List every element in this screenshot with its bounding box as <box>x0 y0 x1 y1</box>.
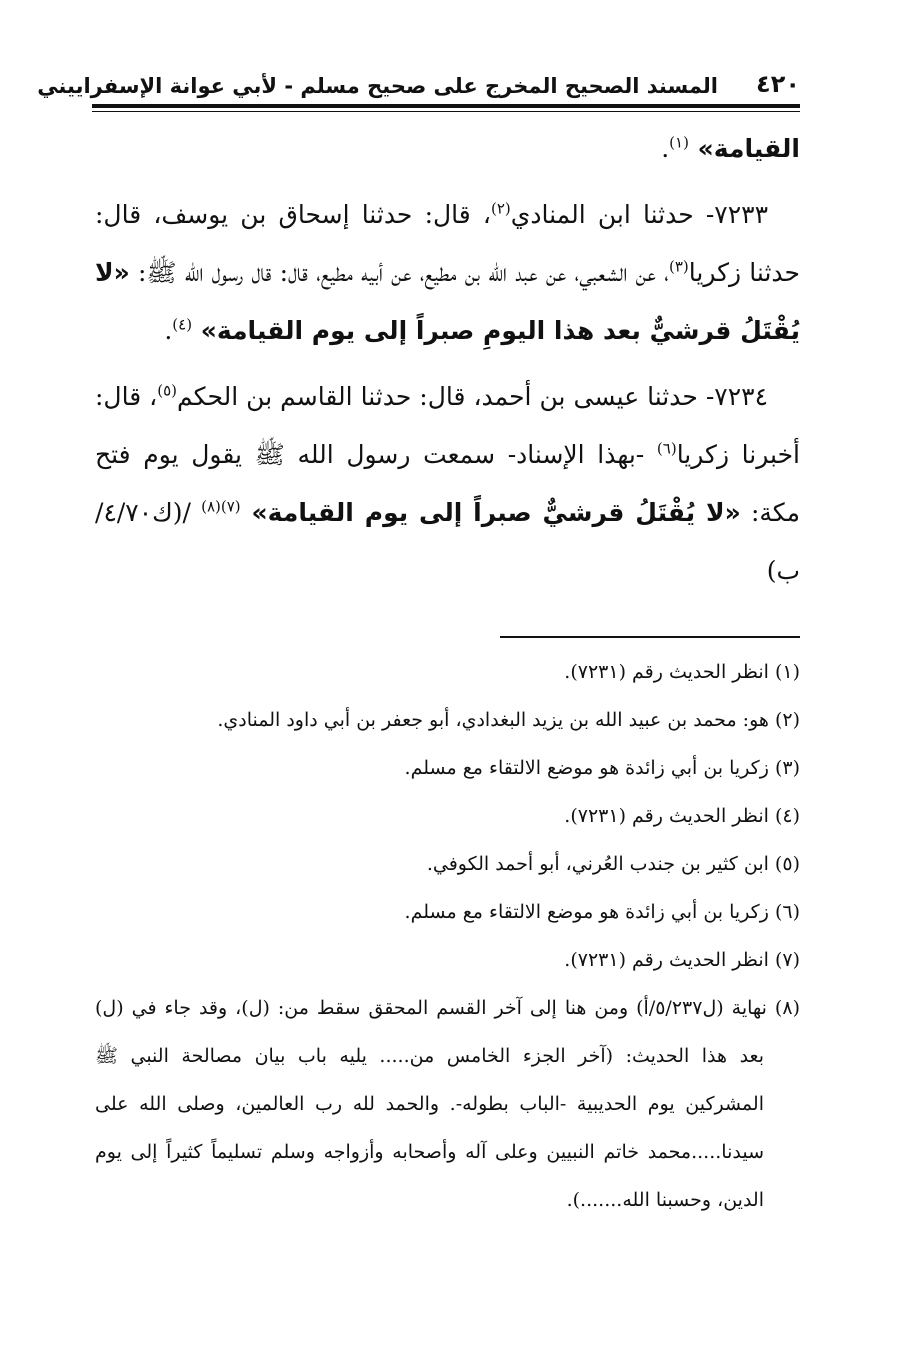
footnote-marker: (٤) <box>172 315 193 334</box>
paragraph-continuation <box>95 120 800 178</box>
isnad-text: ، قال: أخبرنا زكريا <box>95 382 800 469</box>
hadith-text: «لا يُقْتَلُ قرشيٌّ صبراً إلى يوم القيامة» <box>240 498 741 527</box>
page-number: ٤٢٠ <box>756 70 800 98</box>
isnad-text: ٧٢٣٤- حدثنا عيسى بن أحمد، قال: حدثنا القاسم بن الحكم <box>177 382 768 411</box>
page-header <box>37 70 800 100</box>
footnote-marker: (٧)(٨) <box>201 497 241 516</box>
footnote-marker: (٦) <box>656 439 677 458</box>
paragraph-hadith-7233 <box>95 186 800 360</box>
footnote-marker: (٢) <box>490 199 511 218</box>
isnad-text: ٧٢٣٣- حدثنا ابن المنادي <box>510 200 768 229</box>
main-text <box>95 120 800 608</box>
footnote-separator <box>500 636 800 638</box>
footnote-2: (٢) هو: محمد بن عبيد الله بن يزيد البغدادي، أبو جعفر بن أبي داود المنادي. <box>217 709 800 731</box>
footnote-marker: (٥) <box>157 381 178 400</box>
manuscript-reference: /(ك٤/٧٠/ب) <box>95 498 800 585</box>
footnote-5: (٥) ابن كثير بن جندب العُرني، أبو أحمد الكوفي. <box>426 853 800 875</box>
running-title: المسند الصحيح المخرج على صحيح مسلم - لأبي عوانة الإسفراييني <box>37 74 718 98</box>
footnotes <box>95 648 800 1224</box>
sentence-end: . <box>164 316 173 345</box>
footnote-8: (٨) نهاية (ل٥/٢٣٧/أ) ومن هنا إلى آخر القسم المحقق سقط من: (ل)، وقد جاء في (ل) بعد هذا الحديث: (آخر الجزء الخامس من..... يليه باب بيان مصالحة النبي ﷺ المشركين يوم الحديبية -الباب بطوله-. والحمد لله رب العالمين، وصلى الله على سيدنا.....محمد خاتم النبيين وعلى آله وأصحابه وأزواجه وسلم تسليماً كثيراً إلى يوم الدين، وحسبنا الله.......). <box>95 997 800 1211</box>
footnote-marker: (٣) <box>668 257 689 276</box>
isnad-text: ، قال: حدثنا إسحاق بن يوسف، قال: حدثنا زكريا <box>95 200 800 287</box>
sentence-end: . <box>661 134 670 163</box>
footnote-1: (١) انظر الحديث رقم (٧٢٣١). <box>564 661 800 683</box>
footnote-6: (٦) زكريا بن أبي زائدة هو موضع الالتقاء مع مسلم. <box>404 901 800 923</box>
footnote-marker: (١) <box>669 133 689 152</box>
isnad-text: ، عن الشعبي، عن عبد الله بن مطيع، عن أبيه مطيع، قال: قال رسول الله ﷺ: <box>129 258 669 287</box>
header-rule-thin <box>92 111 800 112</box>
footnote-3: (٣) زكريا بن أبي زائدة هو موضع الالتقاء مع مسلم. <box>404 757 800 779</box>
hadith-text: «لا يُقْتَلُ قرشيٌّ بعد هذا اليومِ صبراً إلى يوم القيامة» <box>95 258 800 345</box>
isnad-text: -بهذا الإسناد- سمعت رسول الله ﷺ يقول يوم فتح مكة: <box>95 440 800 527</box>
footnote-7: (٧) انظر الحديث رقم (٧٢٣١). <box>564 949 800 971</box>
footnote-4: (٤) انظر الحديث رقم (٧٢٣١). <box>564 805 800 827</box>
header-rule-thick <box>92 104 800 108</box>
hadith-text: القيامة» <box>688 134 800 163</box>
paragraph-hadith-7234 <box>95 368 800 600</box>
